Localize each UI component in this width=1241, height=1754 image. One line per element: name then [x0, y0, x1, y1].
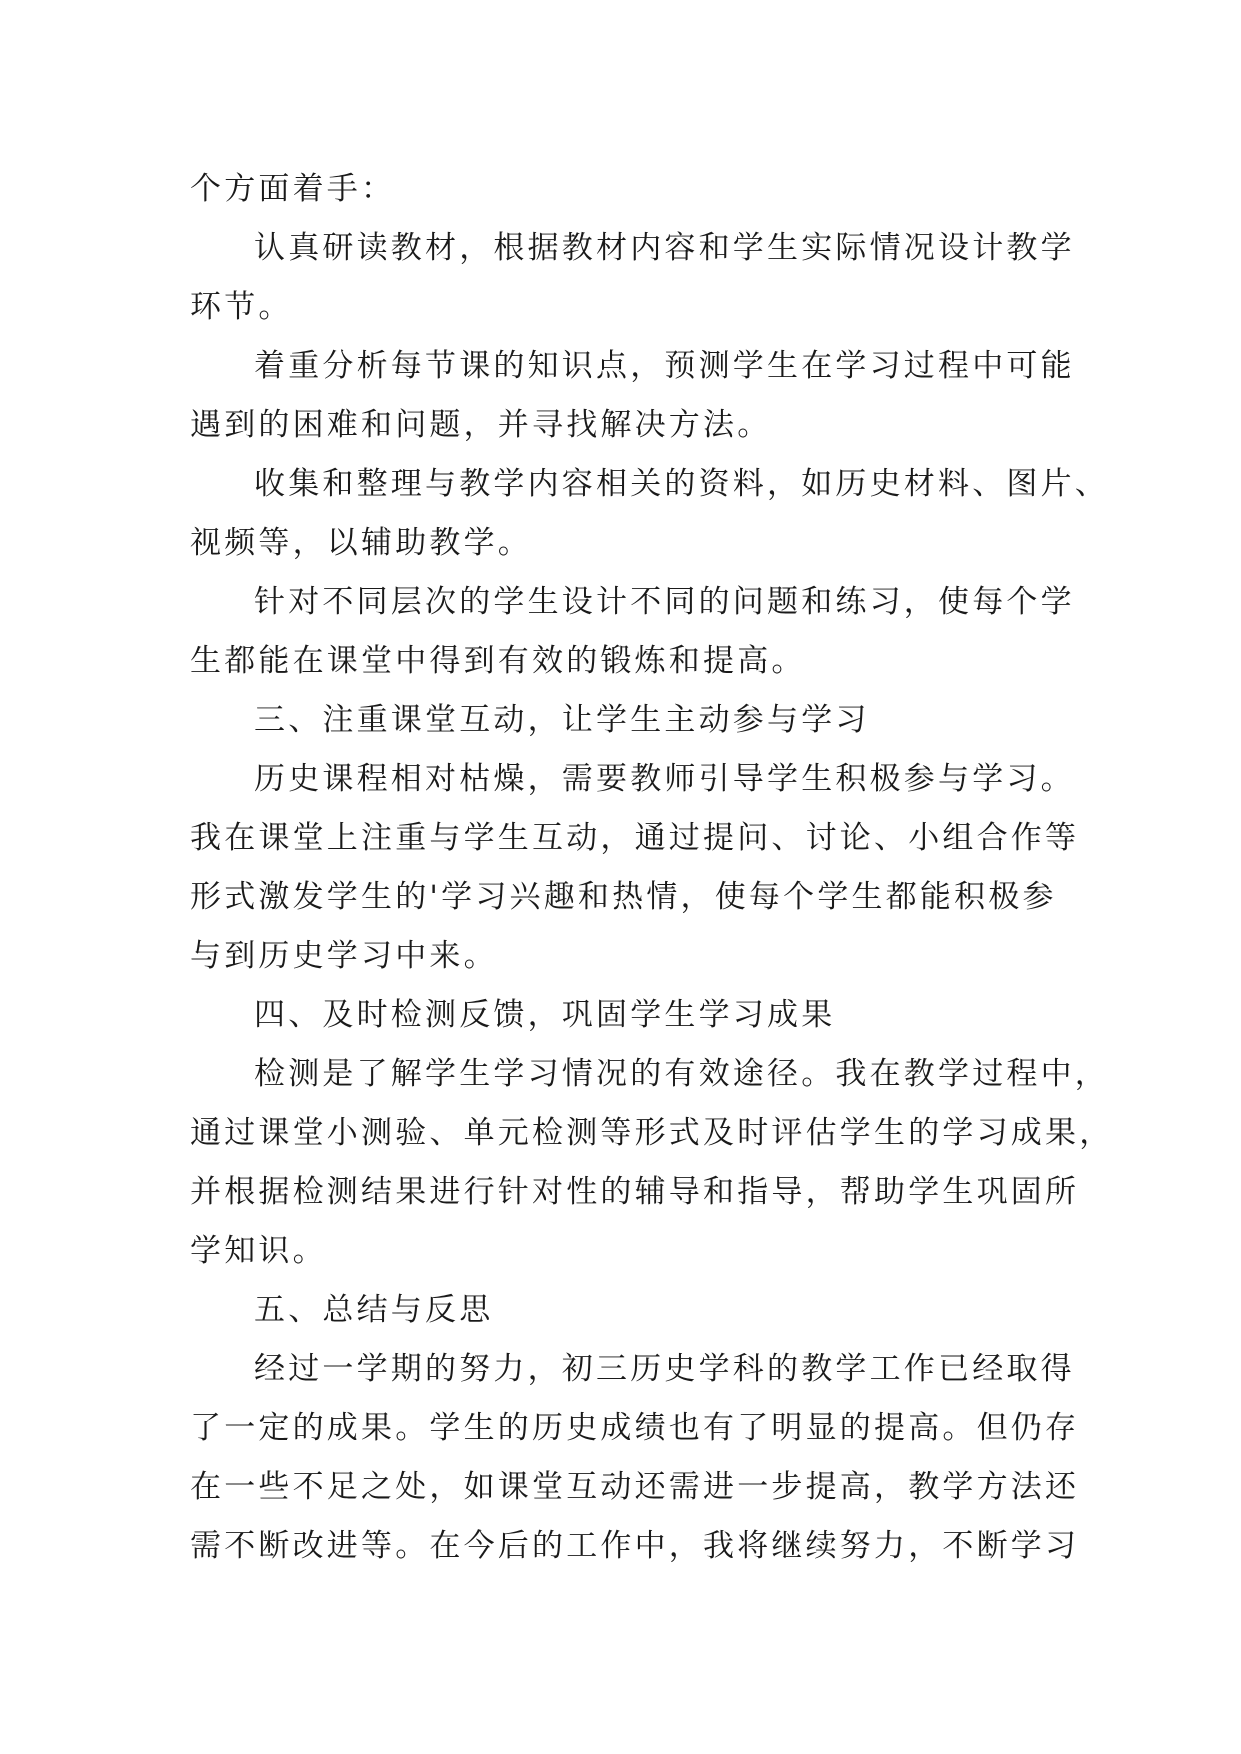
text-line: 经过一学期的努力，初三历史学科的教学工作已经取得: [254, 1351, 1075, 1387]
text-line: 在一些不足之处，如课堂互动还需进一步提高，教学方法还: [190, 1469, 1080, 1505]
text-line: 认真研读教材，根据教材内容和学生实际情况设计教学: [254, 230, 1075, 266]
text-line: 学知识。: [190, 1233, 327, 1269]
document-body: [190, 160, 1114, 1576]
text-line: 检测是了解学生学习情况的有效途径。我在教学过程中，: [254, 1056, 1109, 1092]
text-line: 个方面着手：: [190, 171, 396, 207]
text-line: 着重分析每节课的知识点，预测学生在学习过程中可能: [254, 348, 1075, 384]
text-line: 我在课堂上注重与学生互动，通过提问、讨论、小组合作等: [190, 820, 1080, 856]
text-line: 需不断改进等。在今后的工作中，我将继续努力，不断学习: [190, 1528, 1080, 1564]
text-line: 环节。: [190, 289, 293, 325]
text-line: 历史课程相对枯燥，需要教师引导学生积极参与学习。: [254, 761, 1075, 797]
text-line: 通过课堂小测验、单元检测等形式及时评估学生的学习成果，: [190, 1115, 1114, 1151]
section-heading: 四、及时检测反馈，巩固学生学习成果: [254, 997, 836, 1033]
text-line: 与到历史学习中来。: [190, 938, 498, 974]
text-line: 针对不同层次的学生设计不同的问题和练习，使每个学: [254, 584, 1075, 620]
section-heading: 五、总结与反思: [254, 1292, 494, 1328]
section-heading: 三、注重课堂互动，让学生主动参与学习: [254, 702, 870, 738]
text-line: 了一定的成果。学生的历史成绩也有了明显的提高。但仍存: [190, 1410, 1080, 1446]
text-line: 形式激发学生的'学习兴趣和热情，使每个学生都能积极参: [190, 879, 1057, 915]
text-line: 生都能在课堂中得到有效的锻炼和提高。: [190, 643, 806, 679]
text-line: 收集和整理与教学内容相关的资料，如历史材料、图片、: [254, 466, 1109, 502]
text-line: 并根据检测结果进行针对性的辅导和指导，帮助学生巩固所: [190, 1174, 1080, 1210]
text-line: 遇到的困难和问题，并寻找解决方法。: [190, 407, 772, 443]
text-line: 视频等，以辅助教学。: [190, 525, 532, 561]
